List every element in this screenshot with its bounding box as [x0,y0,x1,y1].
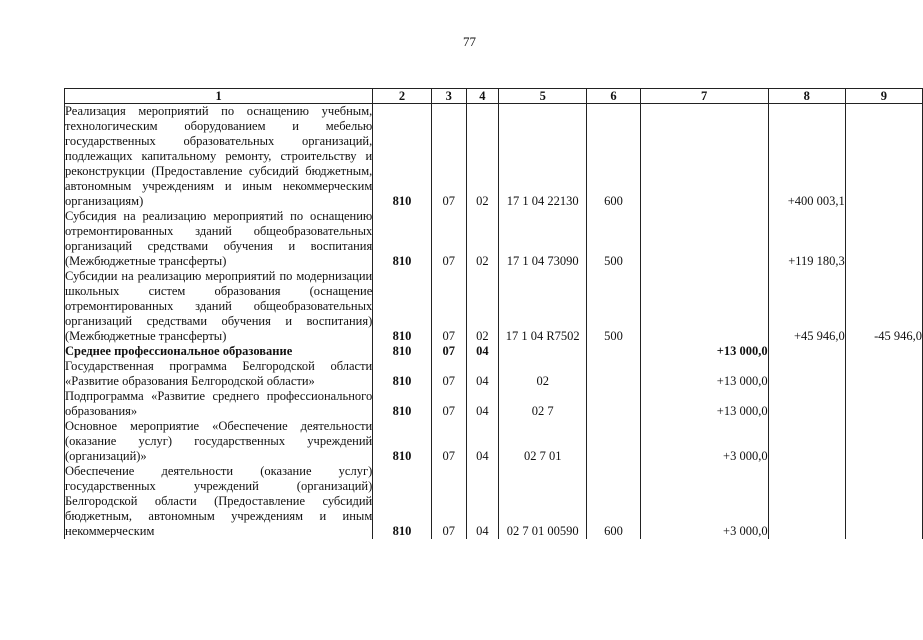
cell-ministry: 810 [373,359,432,389]
cell-col9 [845,464,922,539]
cell-section: 07 [431,104,466,210]
cell-target-article: 17 1 04 73090 [499,209,587,269]
header-col-1: 1 [65,89,373,104]
header-col-7: 7 [640,89,768,104]
header-col-3: 3 [431,89,466,104]
table-row [65,359,923,389]
cell-ministry: 810 [373,104,432,210]
cell-ministry: 810 [373,419,432,464]
table-row [65,464,923,539]
cell-subsection: 04 [466,389,498,419]
cell-col9 [845,104,922,210]
header-col-5: 5 [499,89,587,104]
cell-subsection: 02 [466,209,498,269]
cell-subsection: 04 [466,464,498,539]
cell-col8: +45 946,0 [768,269,845,344]
page-number: 77 [463,34,476,49]
row-name: Среднее профессиональное образование [65,344,373,359]
cell-col7 [640,269,768,344]
cell-section: 07 [431,209,466,269]
table-row [65,269,923,344]
row-name: Субсидия на реализацию мероприятий по оснащению отремонтированных зданий общеобразовательных организаций средствами обучения и воспитания (Межбюджетные трансферты) [65,209,373,268]
table-row [65,209,923,269]
cell-col8 [768,344,845,359]
cell-expense-type [587,419,640,464]
cell-col7: +13 000,0 [640,389,768,419]
cell-target-article: 17 1 04 R7502 [499,269,587,344]
cell-expense-type: 500 [587,209,640,269]
cell-col7 [640,104,768,210]
cell-col7 [640,209,768,269]
cell-target-article: 02 7 01 [499,419,587,464]
cell-section: 07 [431,269,466,344]
cell-col7: +13 000,0 [640,359,768,389]
row-name: Обеспечение деятельности (оказание услуг) государственных учреждений (организаций) Белгородской области (Предоставление субсидий бюджетным, автономным учреждениям и иным некоммерческим [65,464,373,538]
cell-col9: -45 946,0 [845,269,922,344]
cell-ministry: 810 [373,269,432,344]
cell-ministry: 810 [373,344,432,359]
cell-ministry: 810 [373,464,432,539]
cell-col9 [845,209,922,269]
table-row [65,419,923,464]
header-col-4: 4 [466,89,498,104]
table-row [65,104,923,210]
cell-target-article: 02 7 01 00590 [499,464,587,539]
cell-subsection: 04 [466,344,498,359]
cell-section: 07 [431,464,466,539]
cell-col8 [768,389,845,419]
row-name: Подпрограмма «Развитие среднего профессионального образования» [65,389,373,418]
row-name: Государственная программа Белгородской области «Развитие образования Белгородской области» [65,359,373,388]
cell-ministry: 810 [373,389,432,419]
cell-target-article [499,344,587,359]
header-col-9: 9 [845,89,922,104]
cell-expense-type [587,389,640,419]
cell-expense-type: 600 [587,104,640,210]
cell-target-article: 17 1 04 22130 [499,104,587,210]
cell-col9 [845,419,922,464]
row-name: Субсидии на реализацию мероприятий по модернизации школьных систем образования (оснащение отремонтированных зданий общеобразовательных организаций средствами обучения и воспитания) (Межбюджетные трансферты) [65,269,373,343]
cell-section: 07 [431,344,466,359]
cell-col7: +13 000,0 [640,344,768,359]
cell-subsection: 02 [466,269,498,344]
cell-subsection: 04 [466,359,498,389]
cell-target-article: 02 [499,359,587,389]
header-col-8: 8 [768,89,845,104]
cell-section: 07 [431,389,466,419]
row-name: Основное мероприятие «Обеспечение деятельности (оказание услуг) государственных учреждений (организаций)» [65,419,373,463]
cell-expense-type: 600 [587,464,640,539]
cell-col7: +3 000,0 [640,464,768,539]
table-header-row [65,89,923,104]
cell-col7: +3 000,0 [640,419,768,464]
cell-expense-type [587,359,640,389]
budget-table [64,88,923,539]
cell-col8 [768,359,845,389]
cell-col8 [768,464,845,539]
row-name: Реализация мероприятий по оснащению учебным, технологическим оборудованием и мебелью государственных образовательных организаций, подлежащих капитальному ремонту, строительству и реконструкции (Предоставление субсидий бюджетным, автономным учреждениям и иным некоммерческим организациям) [65,104,373,208]
cell-subsection: 04 [466,419,498,464]
cell-expense-type: 500 [587,269,640,344]
cell-col8: +400 003,1 [768,104,845,210]
cell-section: 07 [431,419,466,464]
cell-expense-type [587,344,640,359]
table-row [65,344,923,359]
cell-target-article: 02 7 [499,389,587,419]
cell-col9 [845,389,922,419]
cell-section: 07 [431,359,466,389]
table-row [65,389,923,419]
header-col-2: 2 [373,89,432,104]
cell-col9 [845,344,922,359]
cell-col8 [768,419,845,464]
cell-subsection: 02 [466,104,498,210]
cell-col9 [845,359,922,389]
cell-col8: +119 180,3 [768,209,845,269]
cell-ministry: 810 [373,209,432,269]
header-col-6: 6 [587,89,640,104]
